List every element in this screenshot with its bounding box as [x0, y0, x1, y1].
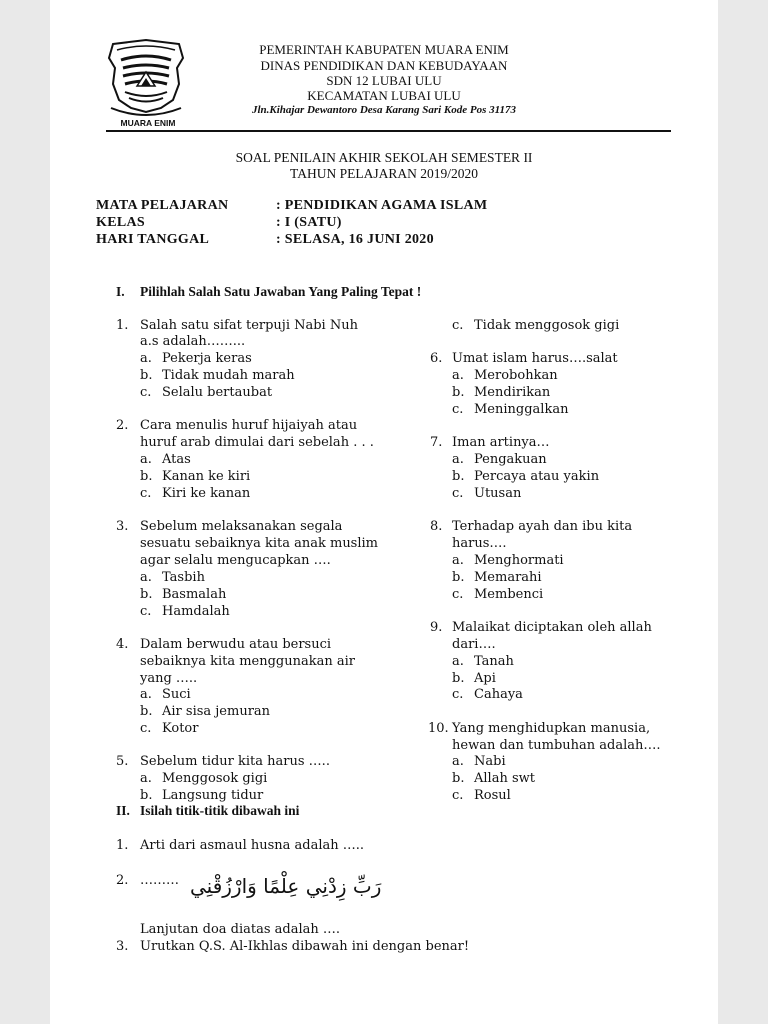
option-text: Hamdalah — [162, 604, 230, 619]
option-text: Meninggalkan — [474, 402, 569, 417]
option-text: Kanan ke kiri — [162, 469, 251, 484]
exam-year: TAHUN PELAJARAN 2019/2020 — [290, 166, 478, 181]
option-letter: b. — [140, 368, 153, 383]
option-text: Menggosok gigi — [162, 771, 268, 786]
question-text: a.s adalah……... — [140, 334, 246, 349]
section-1-number: I. — [116, 284, 125, 299]
option-letter: c. — [140, 604, 152, 619]
option-letter: c. — [140, 385, 152, 400]
question-text: Cara menulis huruf hijaiyah atau — [140, 418, 358, 433]
section-1-title: Pilihlah Salah Satu Jawaban Yang Paling Tepat ! — [140, 284, 422, 299]
question-text: Sebelum melaksanakan segala — [140, 519, 343, 534]
essay-blank: ……… — [140, 873, 179, 888]
option-text: Tasbih — [162, 570, 205, 585]
question-number: 5. — [116, 754, 129, 769]
info-label-class: KELAS — [96, 215, 145, 230]
question-text: harus…. — [452, 536, 507, 551]
option-text: Nabi — [474, 754, 506, 769]
option-text: Pekerja keras — [162, 351, 252, 366]
header-address: Jln.Kihajar Dewantoro Desa Karang Sari Kode Pos 31173 — [251, 104, 517, 116]
question-number: 6. — [430, 351, 443, 366]
option-letter: c. — [452, 318, 464, 333]
option-text: Suci — [162, 687, 191, 702]
option-text: Membenci — [474, 587, 544, 602]
option-text: Tidak menggosok gigi — [474, 318, 620, 333]
option-text: Utusan — [474, 486, 522, 501]
question-text: Salah satu sifat terpuji Nabi Nuh — [140, 318, 358, 333]
option-text: Rosul — [474, 788, 511, 803]
essay-text: Arti dari asmaul husna adalah ….. — [140, 838, 365, 853]
option-letter: a. — [452, 368, 464, 383]
header-line-3: SDN 12 LUBAI ULU — [326, 73, 442, 88]
question-number: 4. — [116, 637, 129, 652]
question-text: dari…. — [452, 637, 496, 652]
header-line-1: PEMERINTAH KABUPATEN MUARA ENIM — [259, 42, 509, 57]
option-letter: a. — [140, 687, 152, 702]
info-label-date: HARI TANGGAL — [96, 232, 210, 247]
option-text: Tidak mudah marah — [162, 368, 295, 383]
option-letter: b. — [452, 385, 465, 400]
option-letter: b. — [452, 671, 465, 686]
option-letter: b. — [140, 587, 153, 602]
option-letter: b. — [452, 469, 465, 484]
question-text: agar selalu mengucapkan …. — [140, 553, 331, 568]
option-letter: a. — [452, 654, 464, 669]
option-letter: a. — [140, 771, 152, 786]
exam-title: SOAL PENILAIN AKHIR SEKOLAH SEMESTER II — [235, 150, 533, 165]
option-text: Air sisa jemuran — [162, 704, 271, 719]
option-text: Tanah — [474, 654, 514, 669]
essay-number: 2. — [116, 873, 129, 888]
question-text: Sebelum tidur kita harus ….. — [140, 754, 330, 769]
info-label-subject: MATA PELAJARAN — [96, 198, 229, 213]
essay-text: Lanjutan doa diatas adalah …. — [140, 922, 341, 937]
option-letter: c. — [140, 486, 152, 501]
header-line-4: KECAMATAN LUBAI ULU — [307, 88, 461, 103]
option-text: Kiri ke kanan — [162, 486, 251, 501]
essay-number: 1. — [116, 838, 129, 853]
option-text: Kotor — [162, 721, 199, 736]
question-number: 1. — [116, 318, 129, 333]
option-text: Basmalah — [162, 587, 227, 602]
option-text: Langsung tidur — [162, 788, 264, 803]
option-letter: c. — [452, 486, 464, 501]
option-text: Percaya atau yakin — [474, 469, 600, 484]
question-number: 9. — [430, 620, 443, 635]
document-page — [50, 0, 718, 1024]
question-text: Terhadap ayah dan ibu kita — [452, 519, 633, 534]
header-line-2: DINAS PENDIDIKAN DAN KEBUDAYAAN — [260, 58, 508, 73]
question-number: 3. — [116, 519, 129, 534]
header-divider — [106, 130, 671, 132]
option-letter: b. — [140, 469, 153, 484]
question-text: yang ….. — [140, 671, 198, 686]
question-text: Yang menghidupkan manusia, — [452, 721, 651, 736]
option-text: Atas — [162, 452, 191, 467]
question-number: 8. — [430, 519, 443, 534]
question-text: sebaiknya kita menggunakan air — [140, 654, 356, 669]
option-letter: a. — [140, 570, 152, 585]
option-text: Merobohkan — [474, 368, 558, 383]
option-letter: c. — [452, 402, 464, 417]
option-letter: b. — [452, 771, 465, 786]
option-letter: c. — [452, 587, 464, 602]
option-text: Pengakuan — [474, 452, 547, 467]
option-letter: a. — [140, 452, 152, 467]
question-text: Dalam berwudu atau bersuci — [140, 637, 332, 652]
question-text: sesuatu sebaiknya kita anak muslim — [140, 536, 378, 551]
option-text: Memarahi — [474, 570, 542, 585]
info-value-subject: : PENDIDIKAN AGAMA ISLAM — [276, 198, 488, 213]
info-value-class: : I (SATU) — [276, 215, 342, 230]
option-letter: a. — [452, 754, 464, 769]
option-text: Allah swt — [474, 771, 535, 786]
arabic-prayer: رَبِّ زِدْنِي عِلْمًا وَارْزُقْنِي — [190, 874, 382, 898]
option-letter: a. — [452, 452, 464, 467]
question-text: hewan dan tumbuhan adalah…. — [452, 738, 661, 753]
option-letter: c. — [452, 788, 464, 803]
question-number: 10. — [428, 721, 449, 736]
option-letter: b. — [140, 788, 153, 803]
question-text: huruf arab dimulai dari sebelah . . . — [140, 435, 374, 450]
essay-number: 3. — [116, 939, 129, 954]
option-letter: a. — [452, 553, 464, 568]
section-2-number: II. — [116, 803, 130, 818]
question-text: Malaikat diciptakan oleh allah — [452, 620, 652, 635]
question-number: 7. — [430, 435, 443, 450]
option-text: Api — [474, 671, 496, 686]
option-letter: c. — [140, 721, 152, 736]
info-value-date: : SELASA, 16 JUNI 2020 — [276, 232, 434, 247]
question-text: Umat islam harus….salat — [452, 351, 618, 366]
section-2-title: Isilah titik-titik dibawah ini — [140, 803, 300, 818]
logo-caption: MUARA ENIM — [120, 118, 176, 128]
option-text: Cahaya — [474, 687, 523, 702]
option-text: Menghormati — [474, 553, 564, 568]
option-letter: b. — [140, 704, 153, 719]
option-letter: c. — [452, 687, 464, 702]
question-number: 2. — [116, 418, 129, 433]
option-letter: a. — [140, 351, 152, 366]
option-letter: b. — [452, 570, 465, 585]
question-text: Iman artinya… — [452, 435, 550, 450]
essay-text: Urutkan Q.S. Al-Ikhlas dibawah ini dengan benar! — [140, 939, 470, 954]
option-text: Selalu bertaubat — [162, 385, 273, 400]
option-text: Mendirikan — [474, 385, 551, 400]
